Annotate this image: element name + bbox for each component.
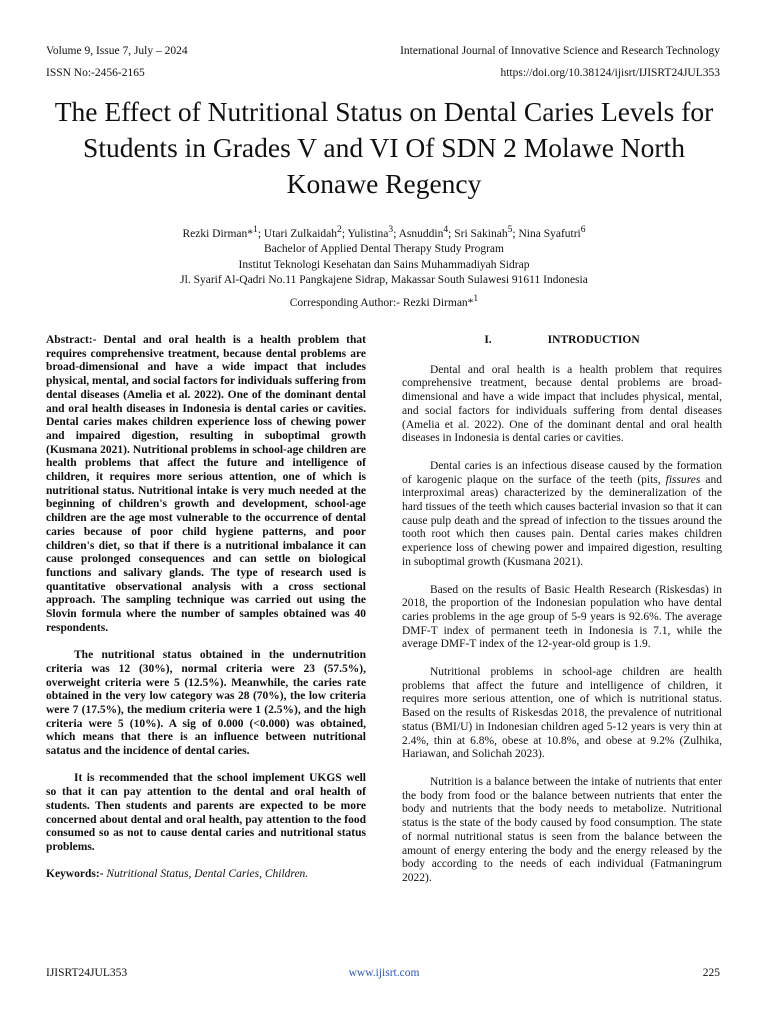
abstract-results-paragraph: The nutritional status obtained in the undernutrition criteria was 12 (30%), normal criteria were 23 (57.5%), overweight criteria were 5 (12.5%). Meanwhile, the caries rate obtained in the very low category was 28 (70%), the low criteria were 7 (17.5%), the medium criteria were 1 (2.5%), and the high criteria were 5 (10%). A sig of 0.000 (<0.000) was obtained, which means that there is an influence between nutritional satatus and the incidence of dental caries. (46, 649, 366, 758)
section-title: INTRODUCTION (547, 334, 640, 346)
abstract-paragraph: Abstract:- Dental and oral health is a health problem that requires comprehensive treatment, because dental problems are broad-dimensional and have a wide impact that includes physical, mental, and social factors for individuals suffering from dental diseases (Amelia et al. 2022). One of the dominant dental and oral health diseases in Indonesia is dental caries or cavities. Dental caries makes children experience loss of chewing power and impaired digestion, resulting in suboptimal growth (Kusmana 2021). Nutritional problems in school-age children are health problems that affect the future and intelligence of children, it requires more serious attention, one of which is nutritional status. Nutritional intake is very much needed at the beginning of children's growth and development, school-age children are the age most vulnerable to the occurrence of dental caries because of poor child hygiene patterns, and poor children's diet, so that if there is a nutritional imbalance it can cause prolonged consequences and can settle on biological functions and salivary glands. The type of research used is quantitative observational analysis with a cross sectional approach. The sampling technique was carried out using the Slovin formula where the number of samples obtained was 40 respondents. (46, 334, 366, 634)
section-number: I. (484, 334, 492, 346)
author-affiliation-sup: 5 (507, 224, 513, 235)
author-name: Utari Zulkaidah (263, 227, 338, 240)
intro-italic-term: fissures (665, 473, 701, 486)
footer-website-link[interactable]: www.ijisrt.com (348, 967, 420, 979)
intro-paragraph: Dental and oral health is a health problem that requires comprehensive treatment, because dental problems are broad-dimensional and have a wide impact that includes physical, mental, and social factors for individuals suffering from dental diseases (Amelia et al. 2022). One of the dominant dental and oral health diseases in Indonesia is dental caries or cavities. (402, 363, 722, 445)
paper-title: The Effect of Nutritional Status on Dental Caries Levels for Students in Grades V and VI Of SDN 2 Molawe North Konawe Regency (54, 96, 714, 199)
doi-link[interactable]: https://doi.org/10.38124/ijisrt/IJISRT24JUL353 (500, 67, 720, 79)
corresponding-author-label: Corresponding Author:- Rezki Dirman* (289, 296, 474, 309)
intro-text: and interproximal areas) characterized by the demineralization of the hard tissues of the teeth which causes bacterial invasion so that it can cause pulp death and the spread of infection to the tissues around the tooth root which then causes pain. Dental caries makes children experience loss of chewing power and impaired digestion, resulting in suboptimal growth (Kusmana 2021). (402, 473, 722, 568)
issn: ISSN No:-2456-2165 (46, 67, 145, 79)
intro-text: Dental caries is an infectious disease caused by the formation of karogenic plaque on the surface of the teeth (pits, (402, 459, 722, 486)
corresponding-author-sup: 1 (473, 293, 479, 304)
author-name: Rezki Dirman* (182, 227, 254, 240)
author-list: Rezki Dirman*$^1$; Utari Zulkaidah$^2$; Yulistina$^3$; Asnuddin$^4$; Sri Sakinah$^5$; Nina Syafutri$^6$ (182, 224, 586, 240)
author-affiliation-sup: 1 (253, 224, 258, 235)
keywords-list: Nutritional Status, Dental Caries, Children. (103, 868, 309, 881)
intro-paragraph (402, 460, 722, 570)
keywords (46, 868, 366, 882)
volume-issue: Volume 9, Issue 7, July – 2024 (46, 45, 188, 57)
journal-name: International Journal of Innovative Science and Research Technology (400, 45, 720, 57)
author-affiliation-sup: 2 (337, 224, 342, 235)
author-affiliation-sup: 4 (443, 224, 449, 235)
introduction-column (402, 334, 722, 886)
footer-page-number: 225 (702, 967, 720, 979)
keywords-label: Keywords:- (46, 868, 104, 881)
program-name: Bachelor of Applied Dental Therapy Study Program (264, 243, 504, 256)
author-block (40, 222, 728, 288)
author-affiliation-sup: 3 (388, 224, 394, 235)
corresponding-author (40, 291, 728, 311)
abstract-recommendation-paragraph: It is recommended that the school implement UKGS well so that it can pay attention to the dental and oral health of students. Then students and parents are expected to be more concerned about dental and oral health, pay attention to the food consumed so as not to cause dental caries and nutritional status problems. (46, 772, 366, 853)
author-affiliation-sup: 6 (580, 224, 586, 235)
intro-paragraph: Nutrition is a balance between the intake of nutrients that enter the body from food or the balance between nutrients that enter the body and nutrients that the body needs to metabolize. Nutritional status is the state of the body caused by food consumption. The state of normal nutritional status is seen from the balance between the amount of energy entering the body and the energy released by the body according to the needs of each individual (Fatmaningrum 2022). (402, 775, 722, 884)
section-heading (402, 334, 722, 348)
author-name: Nina Syafutri (518, 227, 581, 240)
institute-address: Jl. Syarif Al-Qadri No.11 Pangkajene Sidrap, Makassar South Sulawesi 91611 Indonesia (180, 274, 588, 287)
intro-paragraph: Based on the results of Basic Health Research (Riskesdas) in 2018, the proportion of the Indonesian population who have dental caries problems in the age group of 5-9 years is 92.6%. The average DMF-T index of permanent teeth in Indonesia is 7.1, while the average DMF-T index of the 12-year-old group is 1.9. (402, 583, 722, 651)
abstract-column (46, 334, 366, 882)
institute-name: Institut Teknologi Kesehatan dan Sains Muhammadiyah Sidrap (238, 258, 530, 271)
author-name: Yulistina (347, 227, 389, 240)
author-name: Asnuddin (398, 227, 444, 240)
footer-paper-id: IJISRT24JUL353 (46, 967, 128, 979)
author-name: Sri Sakinah (454, 227, 508, 240)
intro-paragraph: Nutritional problems in school-age children are health problems that affect the future and intelligence of children, it requires more serious attention, one of which is nutritional status. Based on the results of Riskesdas 2018, the prevalence of nutritional status (BMI/U) in Indonesian children aged 5-12 years is very thin at 2.4%, thin at 6.8%, obese at 10.8%, and obese at 9.2% (Zulhika, Hariawan, and Solichah 2023). (402, 666, 722, 761)
